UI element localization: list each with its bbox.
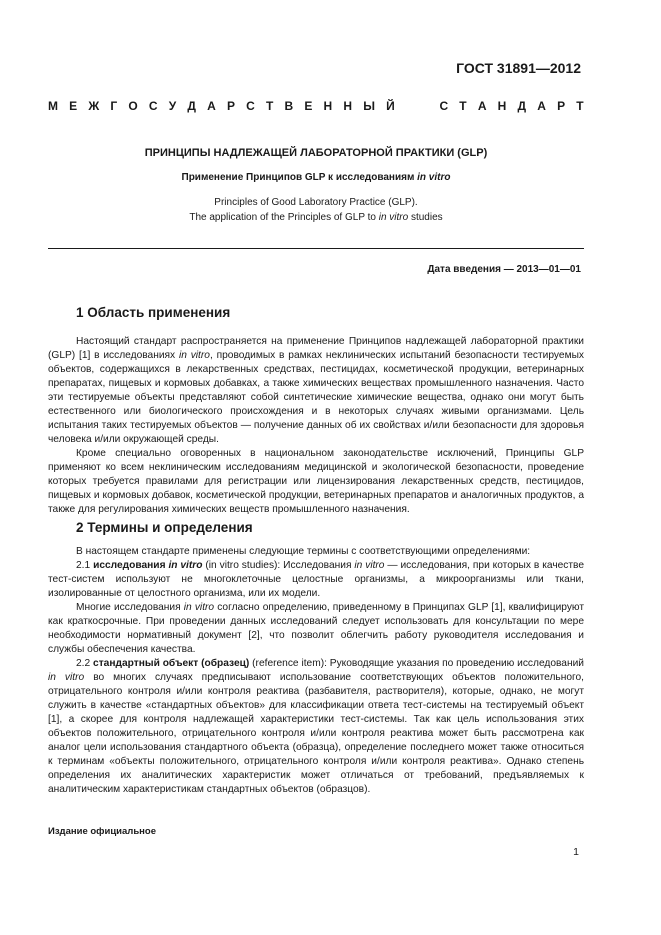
banner-letter: Н xyxy=(497,99,507,113)
page-number: 1 xyxy=(573,846,579,858)
banner-letter: Й xyxy=(386,99,395,113)
term-2-2: 2.2 стандартный объект (образец) (reference item): Руководящие указания по проведению исследований in vitro во многих случаях предписывают использование соответствующих объектов положительного, отрицательного контроля и/или контроля реактива (разбавителя, растворителя), которые, однако, не могут служить в качестве «стандартных объектов» для классификации ответа тест-системы на тестируемый объект [1], а скорее для контроля надлежащей характеристики тест-системы. Так как цель использования этих объектов положительного, отрицательного контроля и/или контроля реактива может быть рассмотрена как аналог цели использования стандартного объекта (образца), определение последнего может также относиться к терминам «объекты положительного, отрицательного контроля и/или контроля реактива». Однако степень определения их аналитических характеристик может отличаться от требований, предъявляемых к аналитическим характеристикам стандартных объектов (образцов). xyxy=(48,658,584,795)
banner-letter: Р xyxy=(226,99,235,113)
title-divider xyxy=(48,248,584,249)
paragraph: Настоящий стандарт распространяется на применение Принципов надлежащей лабораторной практики (GLP) [1] в исследованиях in vitro, проводимых в рамках неклинических испытаний безопасности тестируемых объектов, содержащихся в лекарственных средствах, пестицидах, косметической продукции, ветеринарных препаратах, пищевых и кормовых добавках, а также химических веществах промышленного назначения. Часто эти тестируемые объекты представляют собой синтетические химические вещества, однако они могут быть естественного или биологического происхождения и в некоторых случаях живыми организмами. Цель испытания таких тестируемых объектов — получение данных об их свойствах и/или безопасности для здоровья человека и/или окружающей среды. xyxy=(48,336,584,445)
interstate-standard-banner xyxy=(48,99,584,113)
banner-letter: А xyxy=(207,99,216,113)
document-number: ГОСТ 31891—2012 xyxy=(456,60,581,76)
banner-letter: С xyxy=(246,99,255,113)
english-title: Principles of Good Laboratory Practice (GLP). The application of the Principles of GLP to in vitro studies xyxy=(189,197,443,223)
section-1-body xyxy=(48,335,584,517)
paragraph: В настоящем стандарте применены следующие термины с соответствующими определениями: xyxy=(76,546,531,557)
banner-letter: О xyxy=(128,99,138,113)
banner-letter: В xyxy=(284,99,294,113)
banner-letter: Д xyxy=(517,99,527,113)
banner-letter: А xyxy=(537,99,546,113)
banner-letter: С xyxy=(439,99,449,113)
banner-letter: А xyxy=(477,99,487,113)
section-2-heading: 2 Термины и определения xyxy=(76,520,253,535)
document-subtitle: Применение Принципов GLP к исследованиям in vitro xyxy=(181,172,451,183)
section-2-body xyxy=(48,545,584,797)
introduction-date: Дата введения — 2013—01—01 xyxy=(427,264,581,275)
banner-letter: Р xyxy=(557,99,566,113)
banner-letter: Н xyxy=(343,99,353,113)
banner-letter: Е xyxy=(304,99,313,113)
banner-letter: Д xyxy=(187,99,196,113)
banner-letter: У xyxy=(168,99,177,113)
banner-letter: Ы xyxy=(363,99,375,113)
document-title: ПРИНЦИПЫ НАДЛЕЖАЩЕЙ ЛАБОРАТОРНОЙ ПРАКТИКИ (GLP) xyxy=(144,147,488,159)
official-edition-label: Издание официальное xyxy=(48,826,156,837)
term-2-1: 2.1 исследования in vitro (in vitro studies): Исследования in vitro — исследования, при которых в качестве тест-систем используют не многоклеточные целостные организмы, а микроорганизмы или ткани, изолированные от целостного организма, или их модели. xyxy=(48,560,585,599)
banner-letter: Т xyxy=(576,99,584,113)
banner-letter: Т xyxy=(459,99,467,113)
banner-letter: Г xyxy=(110,99,118,113)
paragraph: Кроме специально оговоренных в национальном законодательстве исключений, Принципы GLP применяют ко всем неклиническим исследованиям медицинской и экологической безопасности, проведение которых требуется правилами для регистрации или лицензирования лекарственных средств, пестицидов, пищевых и кормовых добавок, косметической продукции, ветеринарных препаратов и аналогичных продуктов, а также для регулирования химических веществ промышленного назначения. xyxy=(48,448,584,515)
banner-letter: С xyxy=(148,99,158,113)
banner-letter: Н xyxy=(323,99,333,113)
banner-letter: Ж xyxy=(88,99,100,113)
banner-letter: Т xyxy=(265,99,274,113)
banner-letter: М xyxy=(48,99,58,113)
section-1-heading: 1 Область применения xyxy=(76,305,231,320)
paragraph: Многие исследования in vitro согласно определению, приведенному в Принципах GLP [1], квалифицируют как краткосрочные. При проведении данных исследований следует использовать для консультации по мере необходимости нормативный документ [2], что позволит облегчить работу руководителя исследования и службы обеспечения качества. xyxy=(48,602,585,655)
banner-letter: Е xyxy=(69,99,78,113)
